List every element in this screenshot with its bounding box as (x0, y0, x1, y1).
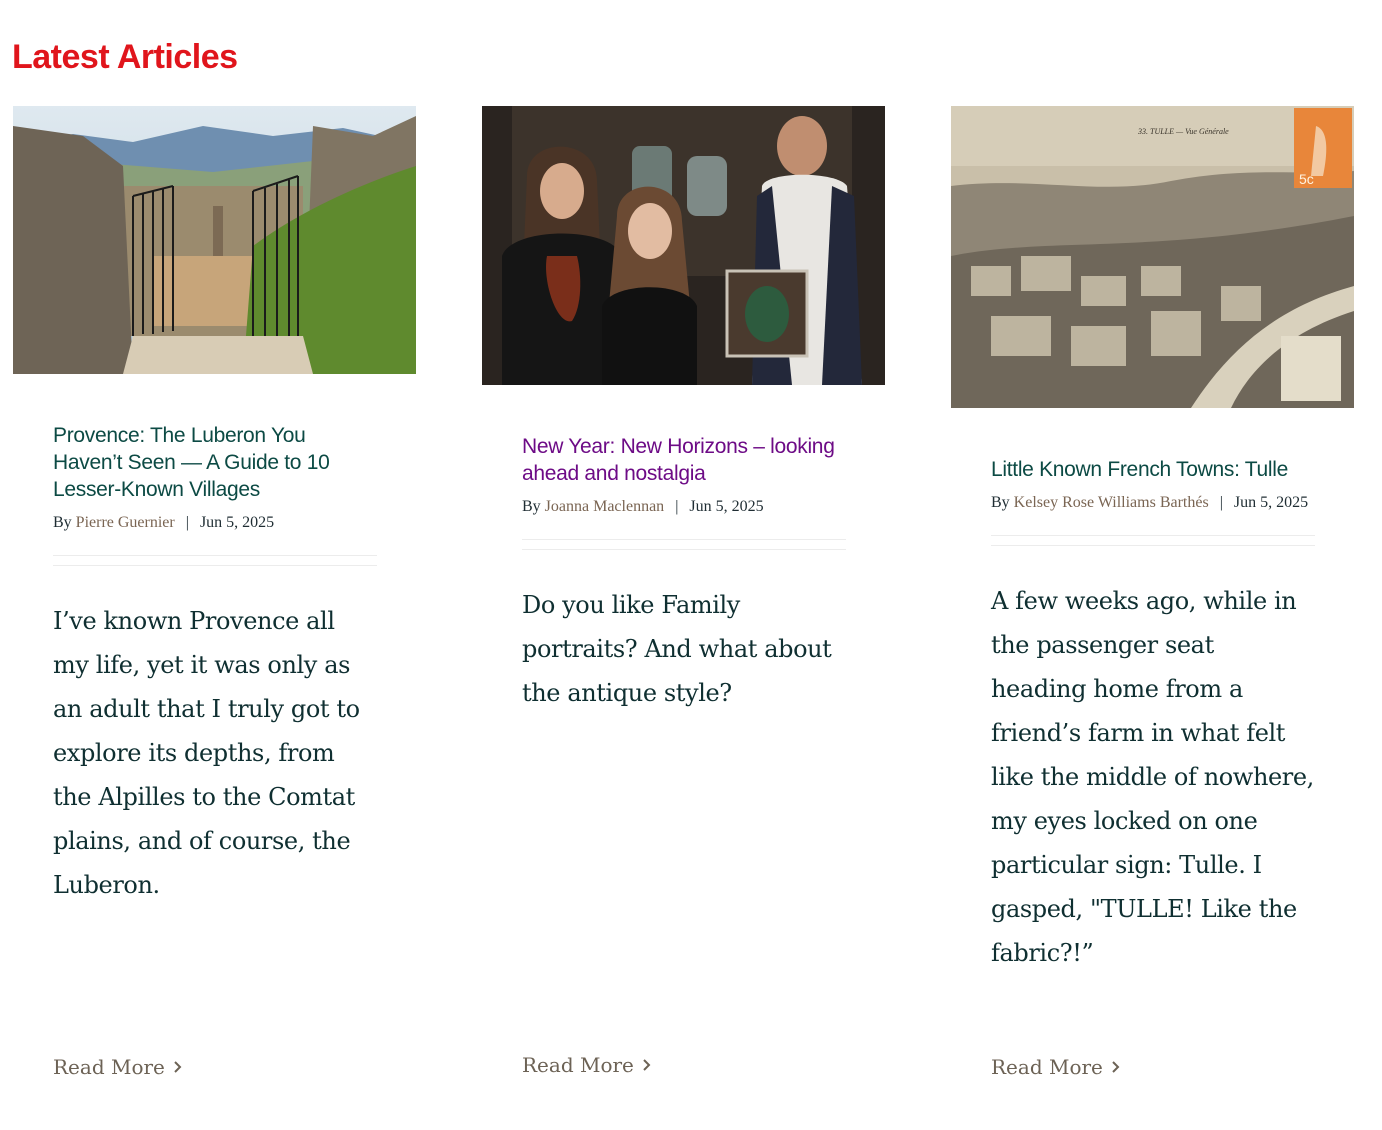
byline-prefix: By (522, 498, 541, 515)
article-thumbnail[interactable] (13, 106, 416, 374)
section-heading: Latest Articles (12, 38, 238, 76)
divider (522, 549, 846, 550)
chevron-right-icon (1111, 1060, 1121, 1074)
author-link[interactable]: Kelsey Rose Williams Barthés (1013, 494, 1209, 511)
article-thumbnail[interactable] (482, 106, 885, 385)
article-excerpt: I’ve known Provence all my life, yet it was only as an adult that I truly got to explore its depths, from the Alpilles to the Comtat plains, and of course, the Luberon. (53, 607, 360, 899)
article-excerpt: Do you like Family portraits? And what about the antique style? (522, 591, 832, 707)
publish-date: Jun 5, 2025 (1233, 494, 1309, 511)
read-more-label: Read More (53, 1055, 165, 1079)
article-card (482, 0, 886, 1130)
article-thumbnail[interactable] (951, 106, 1354, 408)
article-meta (53, 511, 377, 535)
article-title-link[interactable]: Little Known French Towns: Tulle (991, 458, 1289, 481)
article-card (13, 0, 417, 1130)
article-title-link[interactable]: Provence: The Luberon You Haven’t Seen — A Guide to 10 Lesser-Known Villages (53, 424, 330, 501)
stamp-value: 5c (1299, 171, 1314, 187)
meta-separator: | (1219, 494, 1223, 511)
chevron-right-icon (173, 1060, 183, 1074)
family-portrait-photo (482, 106, 885, 385)
meta-separator: | (675, 498, 679, 515)
publish-date: Jun 5, 2025 (689, 498, 764, 515)
byline-prefix: By (991, 494, 1010, 511)
article-meta (522, 495, 846, 519)
divider (522, 539, 846, 540)
article-card (951, 0, 1355, 1130)
read-more-link[interactable] (522, 1053, 652, 1077)
divider (991, 535, 1315, 536)
byline-prefix: By (53, 514, 72, 531)
postcard-caption: 33. TULLE — Vue Générale (1138, 127, 1229, 136)
article-excerpt: A few weeks ago, while in the passenger seat heading home from a friend’s farm in what felt like the middle of nowhere, my eyes locked on one particular sign: Tulle. I gasped, "TULLE! Like the fabric?!” (991, 587, 1314, 967)
meta-separator: | (185, 514, 189, 531)
author-link[interactable]: Pierre Guernier (75, 514, 175, 531)
read-more-link[interactable] (53, 1055, 183, 1079)
article-title-link[interactable]: New Year: New Horizons – looking ahead and nostalgia (522, 435, 835, 485)
divider (991, 545, 1315, 546)
publish-date: Jun 5, 2025 (199, 514, 275, 531)
author-link[interactable]: Joanna Maclennan (544, 498, 665, 515)
divider (53, 565, 377, 566)
read-more-link[interactable] (991, 1055, 1121, 1079)
chevron-right-icon (642, 1058, 652, 1072)
tulle-postcard-photo (951, 106, 1354, 408)
article-meta (991, 491, 1315, 515)
read-more-label: Read More (522, 1053, 634, 1077)
divider (53, 555, 377, 556)
read-more-label: Read More (991, 1055, 1103, 1079)
provence-village-photo (13, 106, 416, 374)
